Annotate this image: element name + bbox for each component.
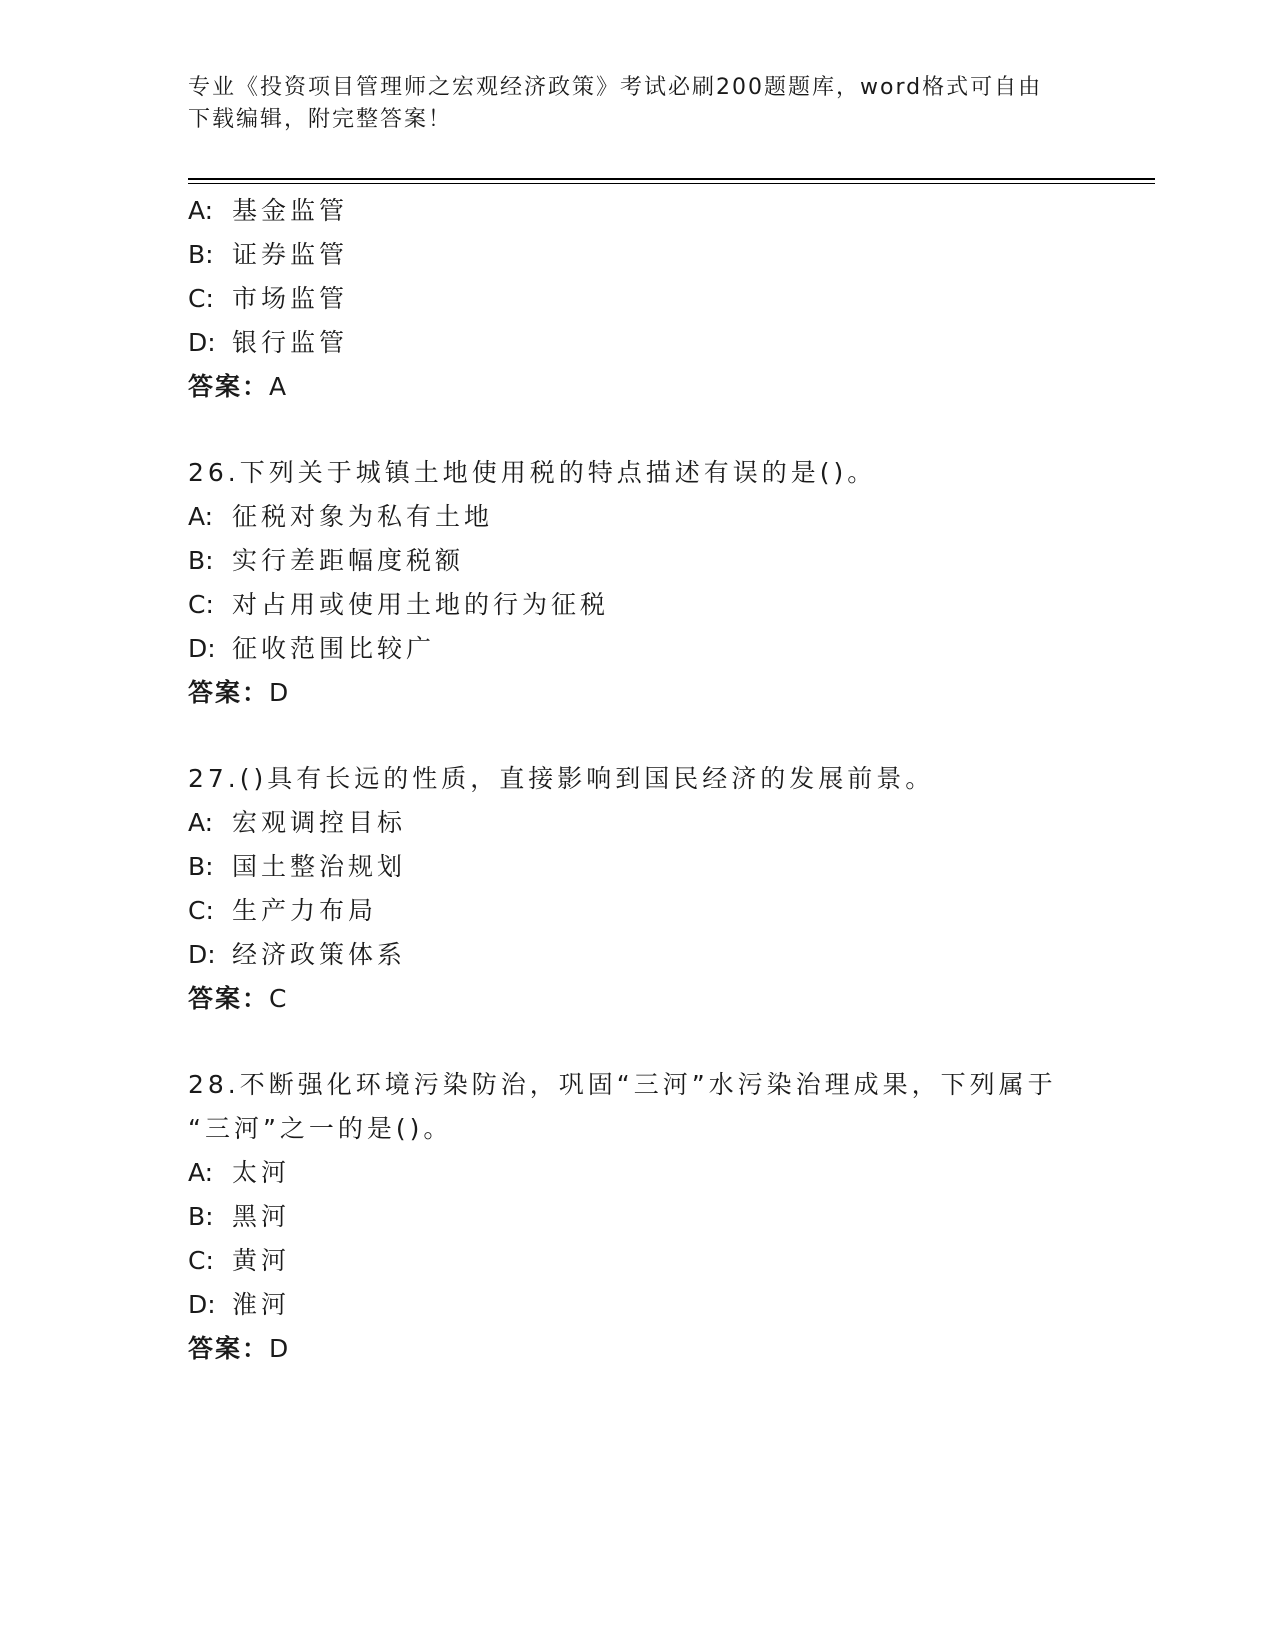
option-text: 实行差距幅度税额 [232,546,465,575]
option-text: 征税对象为私有土地 [232,502,494,531]
option-text: 经济政策体系 [232,940,407,969]
option-row [188,1244,290,1278]
option-row [188,544,464,578]
option-row [188,938,406,972]
option-letter: B: [188,240,214,269]
option-text: 黑河 [232,1202,291,1231]
answer-label: 答案： [188,984,270,1013]
answer-label: 答案： [188,678,270,707]
option-letter: A: [188,196,214,225]
option-text: 黄河 [232,1246,291,1275]
option-letter: D: [188,1290,216,1319]
option-text: 国土整治规划 [232,852,407,881]
option-row [188,194,348,228]
option-text: 征收范围比较广 [232,634,436,663]
answer-value: C [269,984,287,1013]
option-letter: A: [188,808,214,837]
option-letter: C: [188,1246,214,1275]
option-text: 市场监管 [232,284,349,313]
answer-row [188,982,286,1016]
option-row [188,894,377,928]
option-letter: A: [188,502,214,531]
option-text: 生产力布局 [232,896,378,925]
option-letter: A: [188,1158,214,1187]
option-letter: B: [188,546,214,575]
option-text: 基金监管 [232,196,349,225]
option-row [188,326,348,360]
option-row [188,850,406,884]
header-line-2: 下载编辑，附完整答案！ [188,107,453,132]
question-stem: 26.下列关于城镇土地使用税的特点描述有误的是()。 [188,458,877,487]
header-divider-thick [188,178,1155,180]
option-row [188,500,493,534]
answer-value: D [269,678,289,707]
option-letter: D: [188,940,216,969]
option-text: 对占用或使用土地的行为征税 [232,590,610,619]
option-letter: B: [188,1202,214,1231]
option-letter: C: [188,284,214,313]
answer-value: A [269,372,287,401]
option-text: 证券监管 [232,240,349,269]
option-letter: D: [188,634,216,663]
answer-label: 答案： [188,372,270,401]
answer-label: 答案： [188,1334,270,1363]
option-row [188,238,348,272]
answer-row [188,1332,288,1366]
document-header [188,72,1088,136]
option-text: 淮河 [232,1290,291,1319]
answer-row [188,676,288,710]
option-letter: C: [188,896,214,925]
option-row [188,1200,290,1234]
option-row [188,282,348,316]
question-stem: 28.不断强化环境污染防治，巩固“三河”水污染治理成果，下列属于 [188,1070,1057,1099]
option-letter: C: [188,590,214,619]
option-text: 太河 [232,1158,291,1187]
question-stem-continued: “三河”之一的是()。 [188,1114,453,1143]
option-text: 宏观调控目标 [232,808,407,837]
option-row [188,1288,290,1322]
option-letter: D: [188,328,216,357]
option-letter: B: [188,852,214,881]
answer-row [188,370,286,404]
question-stem: 27.()具有长远的性质，直接影响到国民经济的发展前景。 [188,764,935,793]
option-row [188,632,435,666]
answer-value: D [269,1334,289,1363]
header-line-1: 专业《投资项目管理师之宏观经济政策》考试必刷200题题库，word格式可自由 [188,75,1043,100]
header-divider-thin [188,183,1155,184]
option-row [188,588,609,622]
option-row [188,1156,290,1190]
option-row [188,806,406,840]
option-text: 银行监管 [232,328,349,357]
